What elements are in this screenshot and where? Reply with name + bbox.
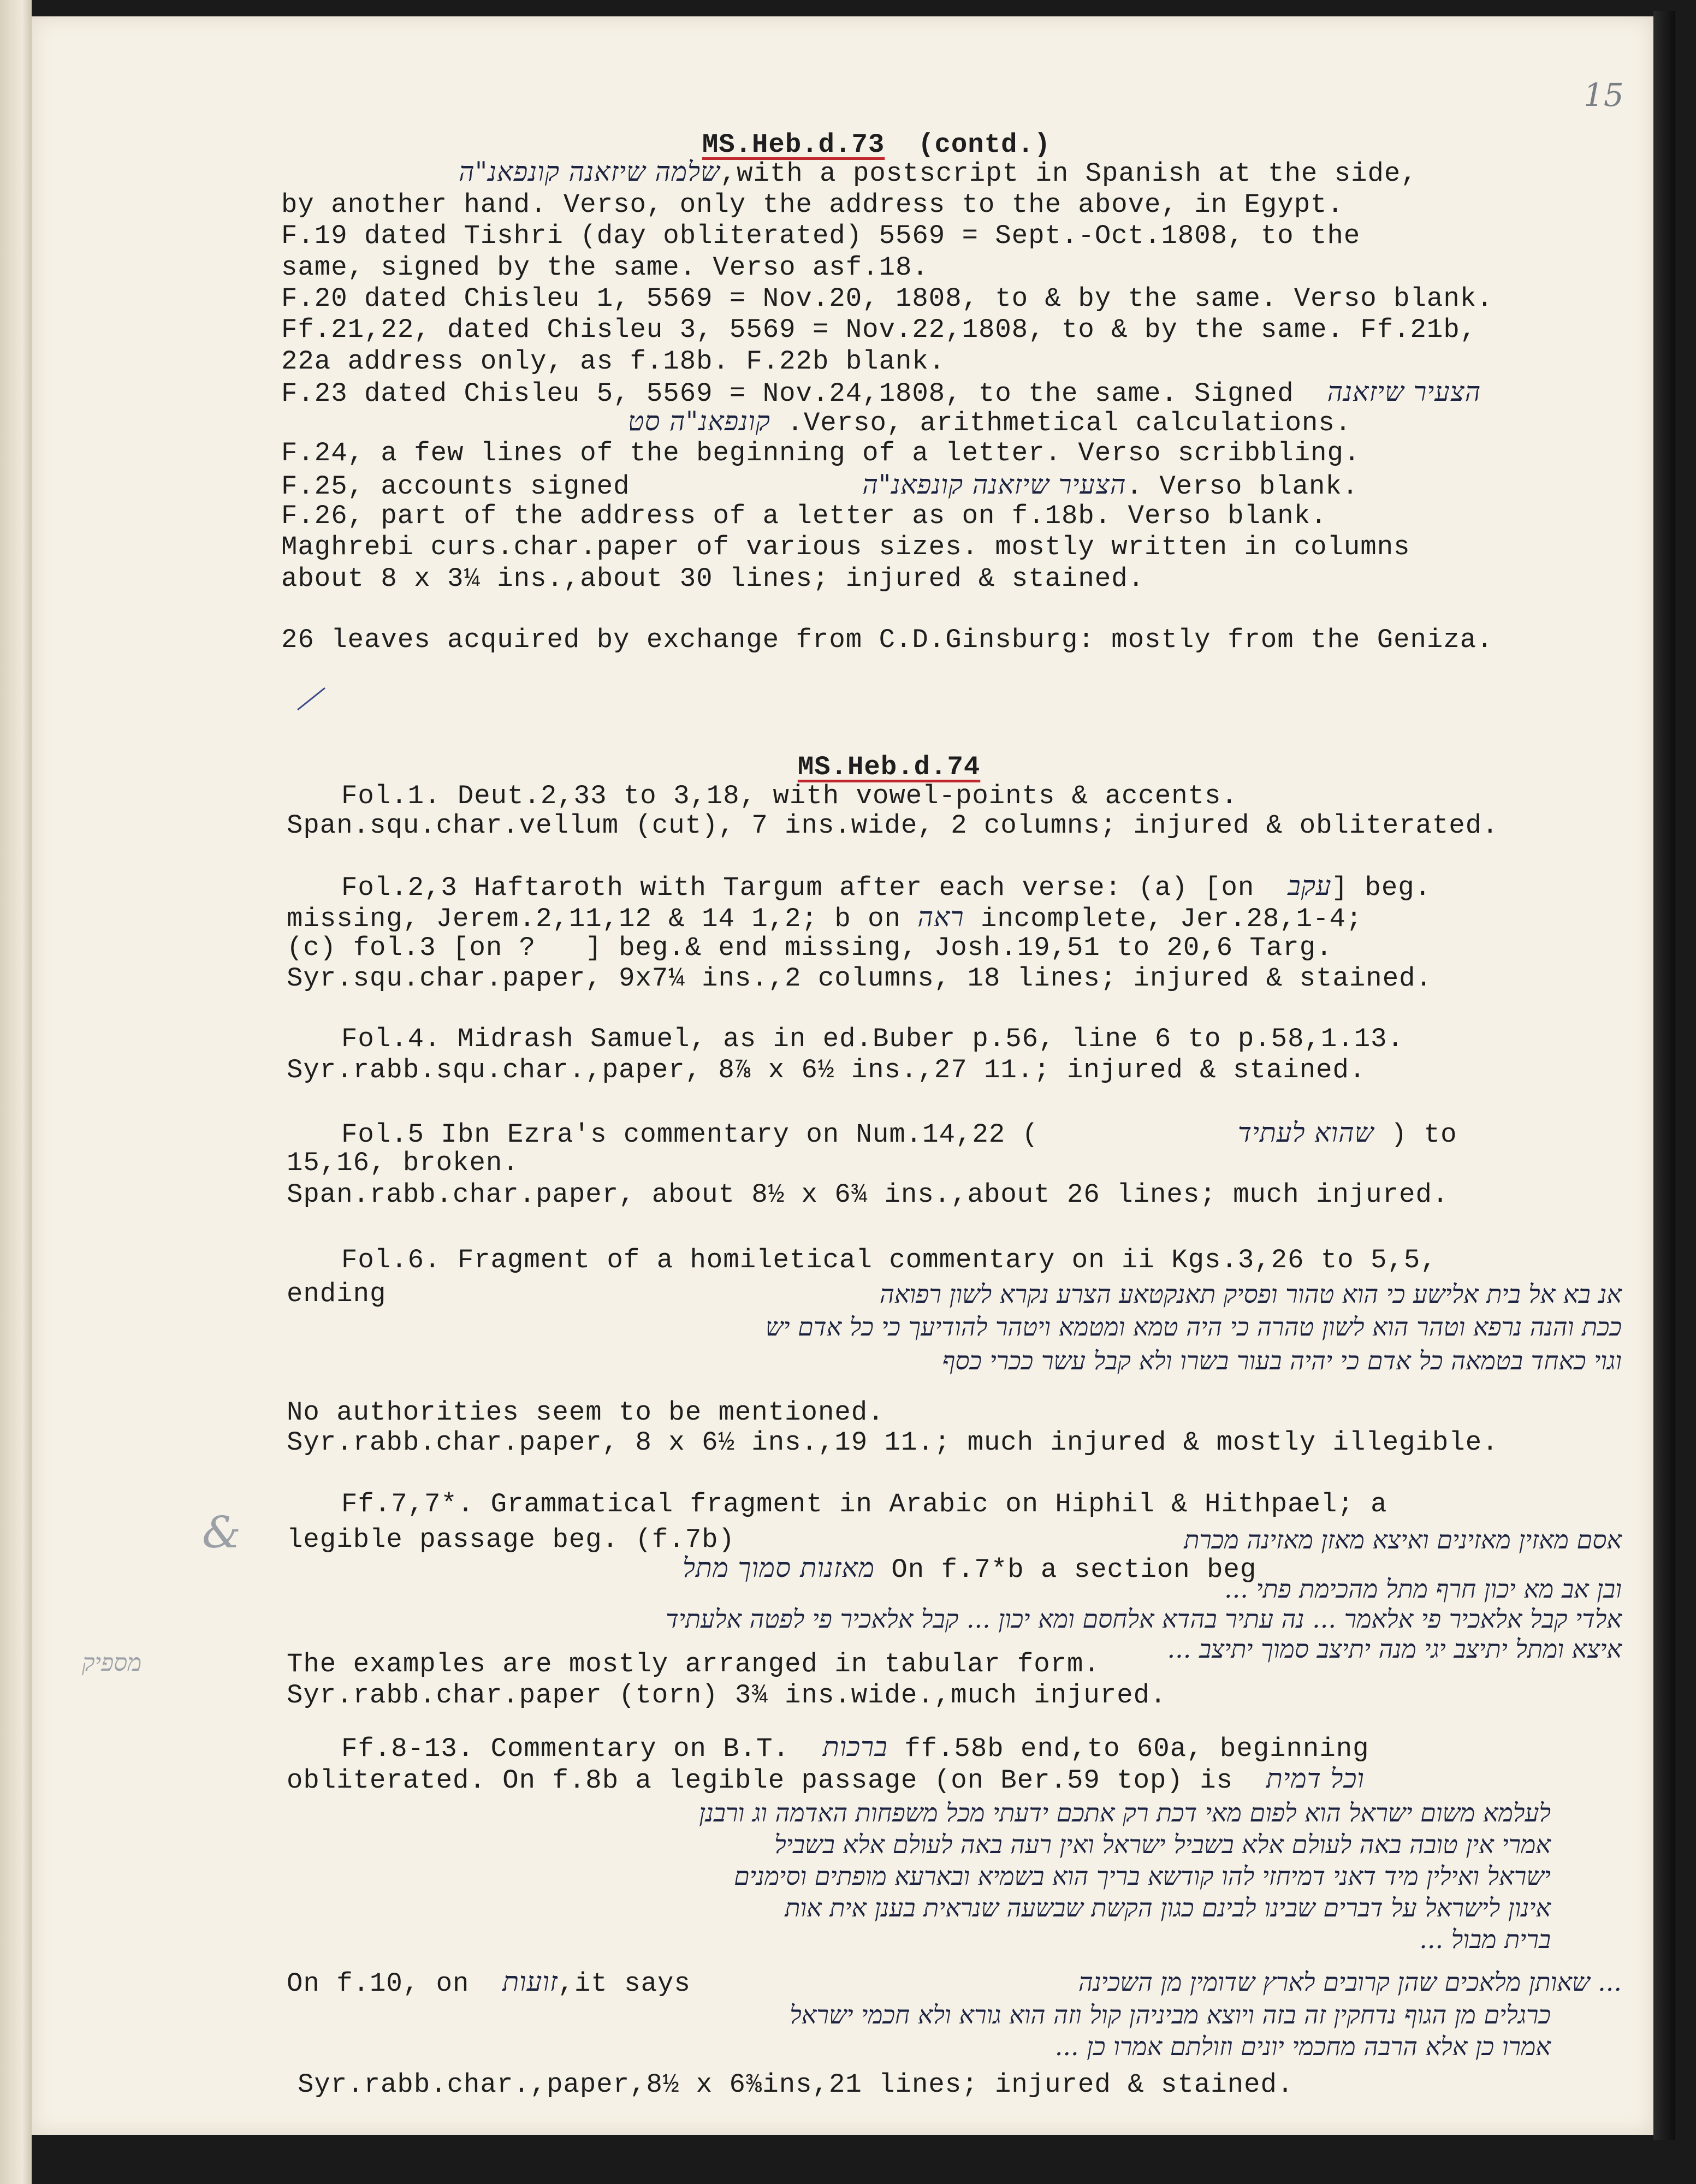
entry-line: Maghrebi curs.char.paper of various sizes. mostly written in columns xyxy=(281,532,1410,562)
entry-line: 22a address only, as f.18b. F.22b blank. xyxy=(281,346,946,377)
handwritten-hebrew-quote: אמרי אין טובה באה לעולם אלא בשביל ישראל ואין רעה באה לעולם אלא בשביל xyxy=(774,1830,1551,1859)
margin-note-word: מספיק xyxy=(82,1649,142,1677)
handwritten-hebrew-quote: אלדי קבל אלאכיר פי אלאמר ... נה עתיר בהדא אלחסם ומא יכון ... קבל אלאכיר פי לפטה אלעתיד xyxy=(666,1604,1622,1634)
handwritten-hebrew-quote: כרגלים מן הגוף נדחקין זה בזה ויוצא מביניהן קול וזה הוא גורא ולא חכמי ישראל xyxy=(790,2000,1551,2029)
entry-line: Syr.rabb.char.paper, 8 x 6½ ins.,19 11.; much injured & mostly illegible. xyxy=(287,1427,1499,1458)
entry-line: Syr.rabb.char.,paper,8½ x 6⅜ins,21 lines; injured & stained. xyxy=(298,2069,1294,2100)
entry-line: F.24, a few lines of the beginning of a letter. Verso scribbling. xyxy=(281,438,1361,468)
handwritten-hebrew-quote: ובן אב מא יכון חרף מתל מהכימת פתי ... xyxy=(1224,1574,1622,1604)
margin-note-symbol: & xyxy=(202,1507,241,1558)
entry-line: 15,16, broken. xyxy=(287,1148,519,1178)
entry-line: Span.squ.char.vellum (cut), 7 ins.wide, 2 columns; injured & obliterated. xyxy=(287,810,1499,841)
shelfmark-title: MS.Heb.d.74 xyxy=(797,752,981,782)
entry-line: same, signed by the same. Verso asf.18. xyxy=(281,252,929,283)
hebrew-signature: הצעיר שיזאנה קונפאנ"ה xyxy=(862,469,1126,500)
entry-line: Syr.squ.char.paper, 9x7¼ ins.,2 columns, 18 lines; injured & stained. xyxy=(287,963,1432,994)
pencil-tick-icon xyxy=(295,685,328,713)
entry-line: F.19 dated Tishri (day obliterated) 5569 = Sept.-Oct.1808, to the xyxy=(281,221,1361,251)
hebrew-signature: הצעיר שיזאנה xyxy=(1327,376,1481,407)
entry-line: The examples are mostly arranged in tabular form. xyxy=(287,1649,1100,1679)
entry-line: No authorities seem to be mentioned. xyxy=(287,1397,885,1428)
entry-line: (c) fol.3 [on ? ] beg.& end missing, Josh.19,51 to 20,6 Targ. xyxy=(287,933,1333,963)
entry-line: קונפאנ"ה סט .Verso, arithmetical calculations. xyxy=(628,406,1352,438)
section-heading-ms-heb-d-73 xyxy=(669,96,1051,161)
entry-line: Fol.5 Ibn Ezra's commentary on Num.14,22 ( שהוא לעתיד ) to xyxy=(341,1117,1457,1150)
handwritten-hebrew-quote: ישראל ואילין מיד דאני דמיחזי להו קודשא בריך הוא בשמיא ובארעא מופתים וסימנים xyxy=(734,1861,1551,1891)
entry-line: Ff.21,22, dated Chisleu 3, 5569 = Nov.22,1808, to & by the same. Ff.21b, xyxy=(281,314,1477,345)
entry-line: by another hand. Verso, only the address to the above, in Egypt. xyxy=(281,189,1344,220)
hebrew-signature: שלמה שיזאנה קונפאנ"ה xyxy=(459,156,720,187)
handwritten-hebrew-quote: ככת והנה נרפא וטהר הוא לשון טהרה כי היה טמא ומטמא ויטהר להודיעך כי כל אדם יש xyxy=(765,1312,1622,1342)
entry-line: F.23 dated Chisleu 5, 5569 = Nov.24,1808, to the same. Signed הצעיר שיזאנה xyxy=(281,376,1481,409)
handwritten-hebrew-quote: וגוי כאחד בטמאה כל אדם כי יהיה בעור בשרו ולא קבל עשר ככרי כסף xyxy=(942,1346,1622,1375)
handwritten-hebrew-quote: אסם מאזין מאזינים ואיצא מאזן מאזינה מכרת xyxy=(1184,1525,1622,1554)
section-heading-ms-heb-d-74 xyxy=(764,718,980,784)
entry-line: Span.rabb.char.paper, about 8½ x 6¾ ins.,about 26 lines; much injured. xyxy=(287,1179,1449,1210)
page-number: 15 xyxy=(1584,76,1624,114)
entry-line: On f.10, on זועות,it says xyxy=(287,1966,691,1999)
contd-label: (contd.) xyxy=(918,129,1051,160)
handwritten-hebrew-quote: אינון לישראל על דברים שבינו לבינם כגון הקשת שבשעה שנראית בענן אית אות xyxy=(785,1893,1551,1922)
entry-line: מאזנות סמוך מתל On f.7*b a section beg xyxy=(683,1552,1257,1585)
entry-line: 26 leaves acquired by exchange from C.D.Ginsburg: mostly from the Geniza. xyxy=(281,625,1493,655)
entry-line: Fol.1. Deut.2,33 to 3,18, with vowel-points & accents. xyxy=(341,781,1238,811)
hebrew-signature: קונפאנ"ה סט xyxy=(628,406,771,437)
entry-line: F.20 dated Chisleu 1, 5569 = Nov.20, 1808, to & by the same. Verso blank. xyxy=(281,283,1493,314)
entry-line: Syr.rabb.squ.char.,paper, 8⅞ x 6½ ins.,27 11.; injured & stained. xyxy=(287,1055,1366,1085)
entry-line: Fol.2,3 Haftaroth with Targum after each verse: (a) [on עקב] beg. xyxy=(341,870,1432,903)
binding-gutter xyxy=(0,0,32,2184)
entry-line: Syr.rabb.char.paper (torn) 3¾ ins.wide.,much injured. xyxy=(287,1680,1167,1711)
entry-line: שלמה שיזאנה קונפאנ"ה,with a postscript in Spanish at the side, xyxy=(459,156,1418,189)
entry-line: Fol.6. Fragment of a homiletical commentary on ii Kgs.3,26 to 5,5, xyxy=(341,1245,1437,1275)
entry-line: missing, Jerem.2,11,12 & 14 1,2; b on ראה incomplete, Jer.28,1-4; xyxy=(287,901,1363,934)
entry-line: legible passage beg. (f.7b) xyxy=(287,1524,735,1555)
entry-line: ending xyxy=(287,1279,387,1309)
handwritten-hebrew-quote: אנ בא אל בית אלישע כי הוא טהור ופסיק תאנקטאע הצרע נקרא לשון רפואה xyxy=(879,1279,1622,1309)
handwritten-hebrew-quote: אמרו כן אלא הרבה מחכמי יונים וזולתם אמרו כן ... xyxy=(1054,2032,1551,2061)
entry-line: F.25, accounts signed הצעיר שיזאנה קונפאנ"ה. Verso blank. xyxy=(281,469,1359,502)
entry-line: Fol.4. Midrash Samuel, as in ed.Buber p.56, line 6 to p.58,1.13. xyxy=(341,1024,1404,1054)
entry-line: obliterated. On f.8b a legible passage (on Ber.59 top) is וכל דמית xyxy=(287,1763,1365,1796)
shelfmark-title: MS.Heb.d.73 xyxy=(702,129,885,160)
handwritten-hebrew-quote: ברית מבול ... xyxy=(1419,1925,1551,1954)
handwritten-hebrew-quote: לעלמא משום ישראל הוא לפום מאי דכת רק אתכם ידעתי מכל משפחות האדמה וג ורבנן xyxy=(699,1798,1551,1827)
book-edge xyxy=(1653,11,1675,2140)
entry-line: Ff.7,7*. Grammatical fragment in Arabic on Hiphil & Hithpael; a xyxy=(341,1489,1387,1520)
handwritten-hebrew-quote: איצא ומתל יתיצב יגי מנה יתיצב סמוך יתיצב ... xyxy=(1167,1634,1622,1664)
entry-line: Ff.8-13. Commentary on B.T. ברכות ff.58b end,to 60a, beginning xyxy=(341,1731,1369,1764)
entry-line: F.26, part of the address of a letter as on f.18b. Verso blank. xyxy=(281,501,1327,531)
entry-line: about 8 x 3¼ ins.,about 30 lines; injured & stained. xyxy=(281,563,1145,594)
handwritten-hebrew-quote: ... שאותן מלאכים שהן קרובים לארץ שדומין מן השכינה xyxy=(1078,1967,1622,1997)
